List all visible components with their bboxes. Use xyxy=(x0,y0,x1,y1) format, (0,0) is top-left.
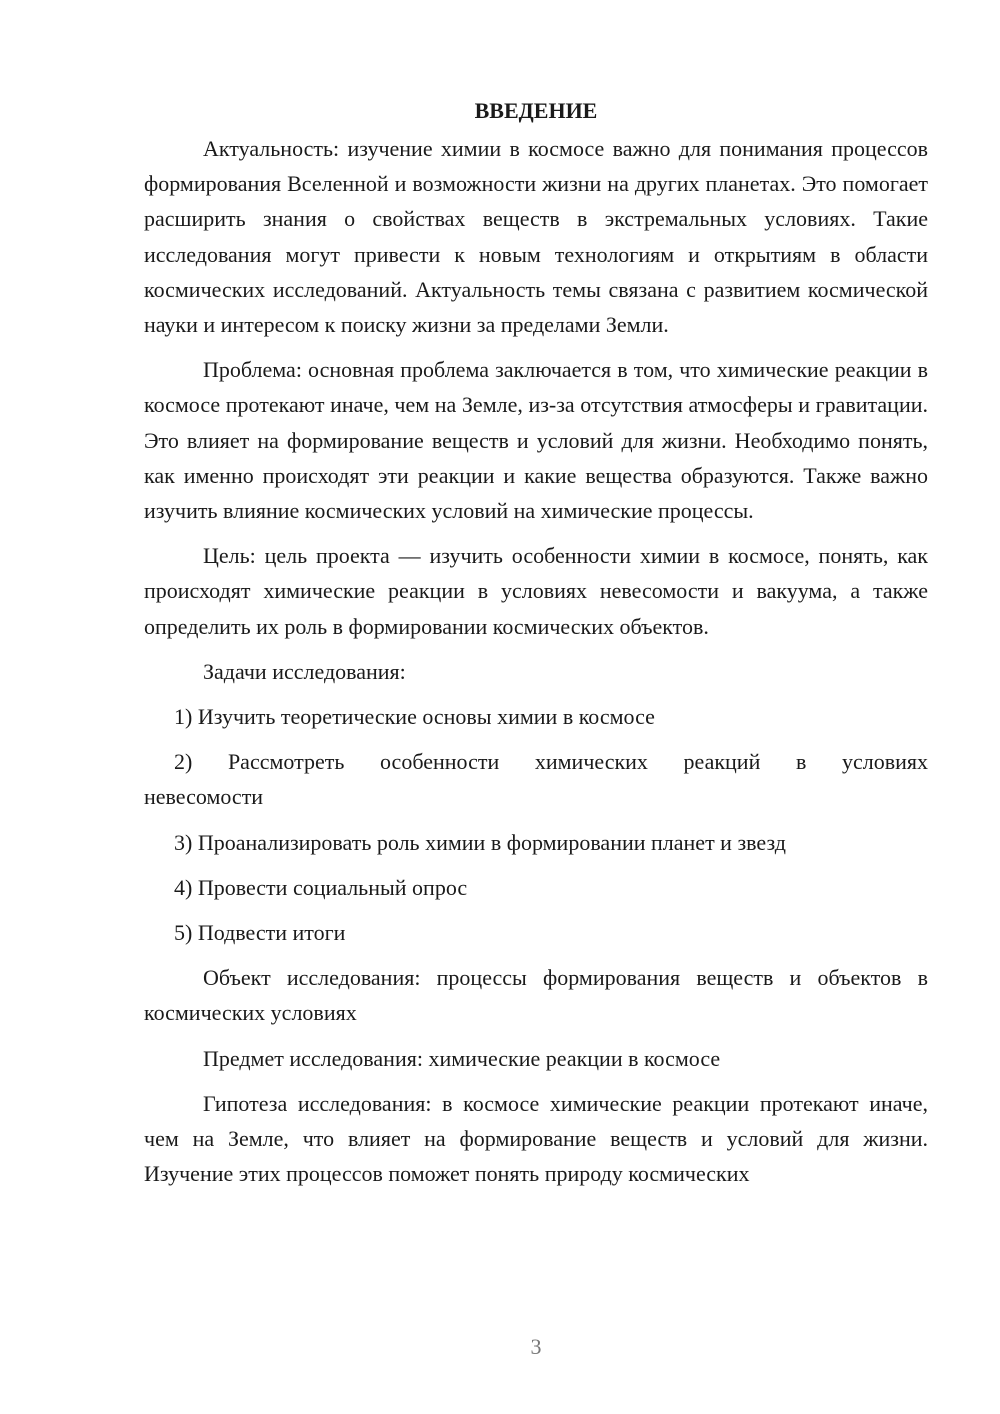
page-number: 3 xyxy=(530,1334,542,1359)
task-item-4: 4) Провести социальный опрос xyxy=(174,874,468,900)
hypothesis-paragraph: Гипотеза исследования: в космосе химические реакции протекают иначе, чем на Земле, что влияет на формирование веществ и условий для жизни. Изучение этих процессов поможет понять природу космических xyxy=(144,1090,928,1187)
section-title: ВВЕДЕНИЕ xyxy=(474,98,598,123)
task-item-5: 5) Подвести итоги xyxy=(174,920,346,946)
relevance-paragraph: Актуальность: изучение химии в космосе важно для понимания процессов формирования Вселенной и возможности жизни на других планетах. Это помогает расширить знания о свойствах веществ в экстремальных условиях. Такие исследования могут привести к новым технологиям и открытиям в области космических исследований. Актуальность темы связана с развитием космической науки и интересом к поиску жизни за пределами Земли. xyxy=(144,136,928,338)
goal-paragraph: Цель: цель проекта — изучить особенности химии в космосе, понять, как происходят химические реакции в условиях невесомости и вакуума, а также определить их роль в формировании космических объектов. xyxy=(144,543,928,639)
task-item-1: 1) Изучить теоретические основы химии в космосе xyxy=(174,704,655,730)
task-item-3: 3) Проанализировать роль химии в формировании планет и звезд xyxy=(174,829,786,855)
tasks-heading: Задачи исследования: xyxy=(203,658,406,684)
problem-paragraph: Проблема: основная проблема заключается в том, что химические реакции в космосе протекают иначе, чем на Земле, из-за отсутствия атмосферы и гравитации. Это влияет на формирование веществ и условий для жизни. Необходимо понять, как именно происходят эти реакции и какие вещества образуются. Также важно изучить влияние космических условий на химические процессы. xyxy=(144,357,928,524)
task-item-2: 2) Рассмотреть особенности химических реакций в условиях невесомости xyxy=(144,749,928,810)
subject-paragraph: Предмет исследования: химические реакции в космосе xyxy=(203,1045,721,1071)
page-content xyxy=(144,94,928,1201)
object-paragraph: Объект исследования: процессы формирования веществ и объектов в космических условиях xyxy=(144,965,928,1026)
